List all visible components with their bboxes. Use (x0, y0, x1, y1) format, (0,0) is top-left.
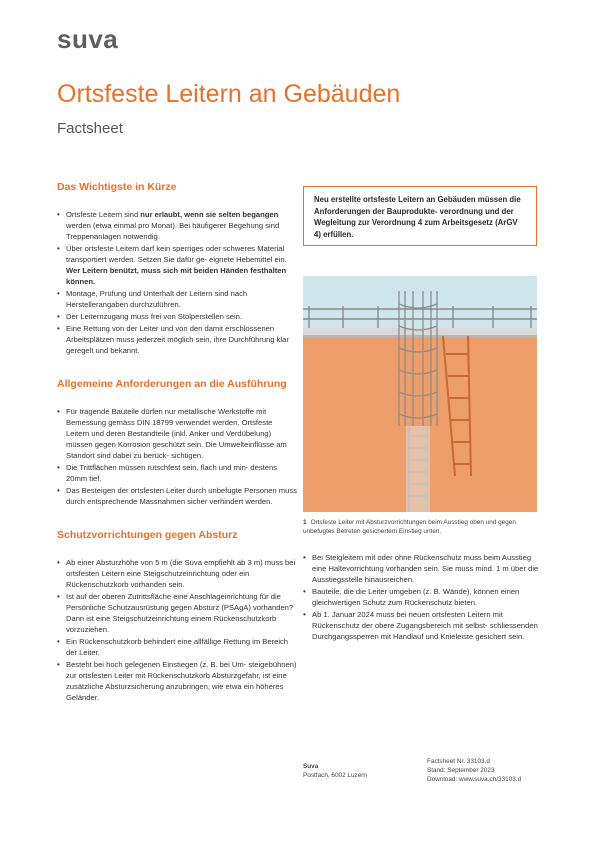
section-heading: Das Wichtigste in Kürze (57, 181, 177, 193)
list-item (57, 591, 297, 635)
page-subtitle: Factsheet (57, 120, 123, 137)
footer-stand: Stand: September 2023 (427, 767, 495, 774)
figure-caption-text: Ortsfeste Leiter mit Absturzvorrichtungen beim Ausstieg oben und gegen unbefugtes Betreten gesichertem Einstieg unten. (303, 519, 516, 535)
section-general-requirements (57, 377, 297, 507)
suva-logo: suva (57, 24, 119, 54)
footer-org-name: Suva (303, 763, 319, 770)
footer-download: Download: www.suva.ch/33103.d (427, 776, 522, 783)
list-item-text: Ist auf der oberen Zutrittsfläche eine Anschlageinrichtung für die Persönliche Schutzausrüstung gegen Absturz (PSAgA) vorhanden? Dann ist eine Steigschutzeinrichtung einem Rückenschutzkorb vorzuziehen. (66, 592, 294, 634)
right-column-bullets (303, 552, 539, 643)
list-item (57, 288, 297, 310)
footer-meta (427, 757, 521, 784)
entry-guard-plate (406, 426, 430, 512)
list-item-text: Ab 1. Januar 2024 muss bei neuen ortsfesten Leitern mit Rückenschutz der obere Zugangsbereich mit selbst- schliessenden Durchgangssperren mit Handlauf und Knieleiste gesichert sein. (312, 610, 538, 641)
list-item (303, 552, 539, 585)
list-item-text: Besteht bei hoch gelegenen Einstiegen (z. B. bei Um- steigebühnen) zur ortsfesten Leiter mit Rückenschutzkorb Absturzgefahr, ist eine zusätzliche Absturzsicherung anzubringen, wie etwa ein höheres Geländer. (66, 660, 297, 702)
list-item-text: Über ortsfeste Leitern darf kein sperriges oder schweres Material transportiert werden. Setzen Sie dafür ge- eignete Hebemittel ein. (66, 244, 287, 264)
bullet-list (303, 552, 539, 642)
list-item-text: Ab einer Absturzhöhe von 5 m (die Suva empfiehlt ab 3 m) muss bei ortsfesten Leitern eine Steigschutzeinrichtung oder ein Rückenschutzkorb vorhanden sein. (66, 558, 296, 589)
ladder-illustration (303, 276, 537, 512)
list-item-text: Eine Rettung von der Leiter und von den damit erschlossenen Arbeitsplätzen muss jederzeit möglich sein, ihre Durchführung klar geregelt und bekannt. (66, 324, 289, 355)
list-item (57, 557, 297, 590)
bullet-list (57, 209, 297, 356)
bullet-list (57, 406, 297, 507)
list-item-text: Montage, Prüfung und Unterhalt der Leitern sind nach Herstellerangaben durchzuführen. (66, 289, 248, 309)
list-item (303, 609, 539, 642)
footer-org-address: Postfach, 6002 Luzern (303, 772, 367, 779)
emphasis-text: nur erlaubt, wenn sie selten begangen (140, 210, 279, 219)
section-heading: Schutzvorrichtungen gegen Absturz (57, 529, 238, 541)
section-heading: Allgemeine Anforderungen an die Ausführung (57, 378, 287, 390)
footer-factsheet-number: Factsheet Nr. 33103.d (427, 758, 490, 765)
list-item (57, 243, 297, 287)
footer-organisation (303, 762, 367, 780)
list-item (303, 586, 539, 608)
list-item (57, 311, 297, 322)
list-item-text: Ein Rückenschutzkorb behindert eine allfällige Rettung im Bereich der Leiter. (66, 637, 289, 657)
list-item-text: Die Trittflächen müssen rutschfest sein, flach und min- destens 20mm tief. (66, 463, 278, 483)
list-item (57, 323, 297, 356)
section-fall-protection (57, 528, 297, 703)
list-item (57, 462, 297, 484)
roof-edge-shadow (303, 335, 537, 338)
figure-number: 1 (303, 519, 307, 526)
bullet-list (57, 557, 297, 703)
list-item-text: Für tragende Bauteile dürfen nur metallische Werkstoffe mit Bemessung gemäss DIN 18799 verwendet werden. Ortsfeste Leitern und deren Bestandteile (inkl. Anker und Verdübelung) müssen gegen Korrosion geschützt sein. Die Umwelteinflüsse am Standort sind dabei zu berück- sichtigen. (66, 407, 287, 460)
left-column (57, 180, 297, 704)
list-item-text: Das Besteigen der ortsfesten Leiter durch unbefugte Personen muss durch entsprechende Massnahmen sicher verhindert werden. (66, 486, 297, 506)
list-item-text: werden (etwa einmal pro Monat). Bei häufigerer Begehung sind Treppenanlagen notwendig. (66, 221, 280, 241)
figure-caption (303, 518, 543, 536)
roof-edge (303, 328, 537, 335)
list-item-text: Bei Steigleitern mit oder ohne Rückenschutz muss beim Ausstieg eine Haltevorrichtung vorhanden sein. Sie muss mind. 1 m über die Ausstiegsstelle hinausreichen. (312, 553, 539, 584)
list-item (57, 485, 297, 507)
list-item-text: Bauteile, die die Leiter umgeben (z. B. Wände), können einen gleichwertigen Schutz zum Rückenschutz bieten. (312, 587, 520, 607)
list-item (57, 636, 297, 658)
list-item (57, 406, 297, 461)
list-item-text: Der Leiternzugang muss frei von Stolperstellen sein. (66, 312, 243, 321)
list-item-text: Ortsfeste Leitern sind (66, 210, 141, 219)
list-item (57, 209, 297, 242)
page-title: Ortsfeste Leitern an Gebäuden (57, 80, 401, 108)
list-item (57, 659, 297, 703)
callout-box: Neu erstellte ortsfeste Leitern an Gebäuden müssen die Anforderungen der Bauprodukte- verordnung und der Wegleitung zur Verordnung 4 zum Arbeitsgesetz (ArGV 4) erfüllen. (303, 186, 537, 246)
emphasis-text: Wer Leitern benützt, muss sich mit beiden Händen festhalten können. (66, 266, 287, 286)
section-summary (57, 180, 297, 356)
